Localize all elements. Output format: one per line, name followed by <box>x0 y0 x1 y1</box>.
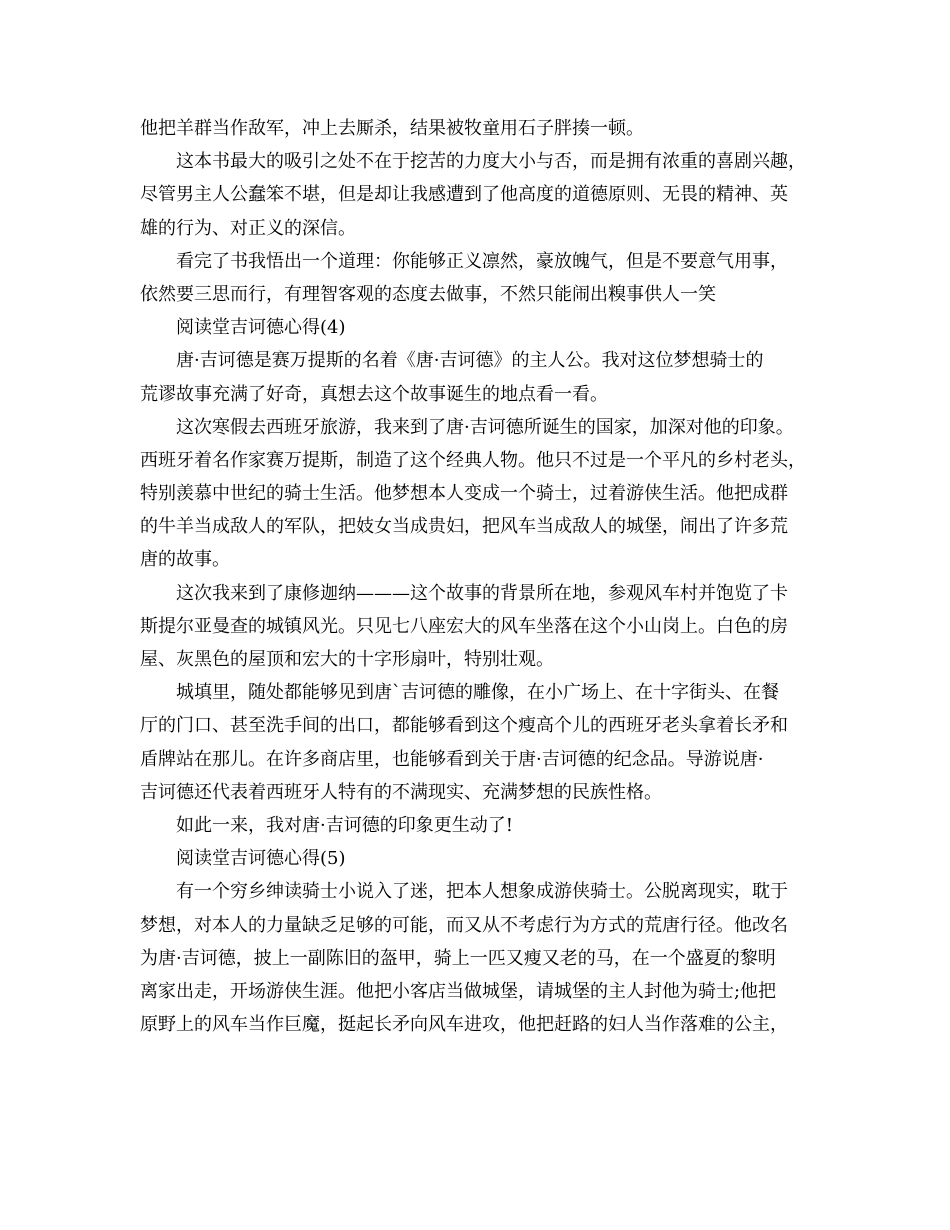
section-heading: 阅读堂吉诃德心得(4) <box>176 317 346 339</box>
text-line: 的牛羊当成敌人的军队，把妓女当成贵妇，把风车当成敌人的城堡，闹出了许多荒 <box>140 516 788 538</box>
section-heading: 阅读堂吉诃德心得(5) <box>176 848 346 870</box>
text-line: 特别羡慕中世纪的骑士生活。他梦想本人变成一个骑士，过着游侠生活。他把成群 <box>140 483 788 505</box>
text-line: 荒谬故事充满了好奇，真想去这个故事诞生的地点看一看。 <box>140 383 608 405</box>
text-line: 依然要三思而行，有理智客观的态度去做事，不然只能闹出糗事供人一笑 <box>140 283 716 305</box>
text-line: 原野上的风车当作巨魔，挺起长矛向风车进攻，他把赶路的妇人当作落难的公主， <box>140 1014 788 1036</box>
text-line: 他把羊群当作敌军，冲上去厮杀，结果被牧童用石子胖揍一顿。 <box>140 118 644 139</box>
text-line: 城填里，随处都能够见到唐`吉诃德的雕像，在小广场上、在十字街头、在餐 <box>176 682 779 704</box>
text-line: 如此一来，我对唐·吉诃德的印象更生动了! <box>176 814 513 836</box>
text-line: 吉诃德还代表着西班牙人特有的不满现实、充满梦想的民族性格。 <box>140 781 662 803</box>
text-line: 斯提尔亚曼查的城镇风光。只见七八座宏大的风车坐落在这个小山岗上。白色的房 <box>140 615 788 637</box>
text-line: 梦想，对本人的力量缺乏足够的可能，而又从不考虑行为方式的荒唐行径。他改名 <box>140 914 788 936</box>
text-line: 唐·吉诃德是赛万提斯的名着《唐·吉诃德》的主人公。我对这位梦想骑士的 <box>176 350 764 372</box>
text-line: 西班牙着名作家赛万提斯，制造了这个经典人物。他只不过是一个平凡的乡村老头， <box>140 449 806 471</box>
text-line: 有一个穷乡绅读骑士小说入了迷，把本人想象成游侠骑士。公脱离现实，耽于 <box>176 881 788 903</box>
text-line: 唐的故事。 <box>140 549 230 571</box>
text-line: 看完了书我悟出一个道理：你能够正义凛然，豪放魄气，但是不要意气用事， <box>176 250 788 272</box>
text-line: 离家出走，开场游侠生涯。他把小客店当做城堡，请城堡的主人封他为骑士;他把 <box>140 980 777 1002</box>
text-line: 雄的行为、对正义的深信。 <box>140 217 356 239</box>
text-line: 厅的门口、甚至洗手间的出口，都能够看到这个瘦高个儿的西班牙老头拿着长矛和 <box>140 715 788 737</box>
text-line: 这次我来到了康修迦纳———这个故事的背景所在地，参观风车村并饱览了卡 <box>176 582 788 604</box>
document-body <box>140 112 820 1041</box>
text-line: 盾牌站在那儿。在许多商店里，也能够看到关于唐·吉诃德的纪念品。导游说唐· <box>140 748 764 770</box>
text-line: 这次寒假去西班牙旅游，我来到了唐·吉诃德所诞生的国家，加深对他的印象。 <box>176 416 794 438</box>
text-line: 为唐·吉诃德，披上一副陈旧的盔甲，骑上一匹又瘦又老的马，在一个盛夏的黎明 <box>140 947 776 969</box>
text-line: 尽管男主人公蠢笨不堪，但是却让我感遭到了他高度的道德原则、无畏的精神、英 <box>140 184 788 206</box>
text-line: 这本书最大的吸引之处不在于挖苦的力度大小与否，而是拥有浓重的喜剧兴趣， <box>176 151 806 173</box>
text-line: 屋、灰黑色的屋顶和宏大的十字形扇叶，特别壮观。 <box>140 649 554 670</box>
